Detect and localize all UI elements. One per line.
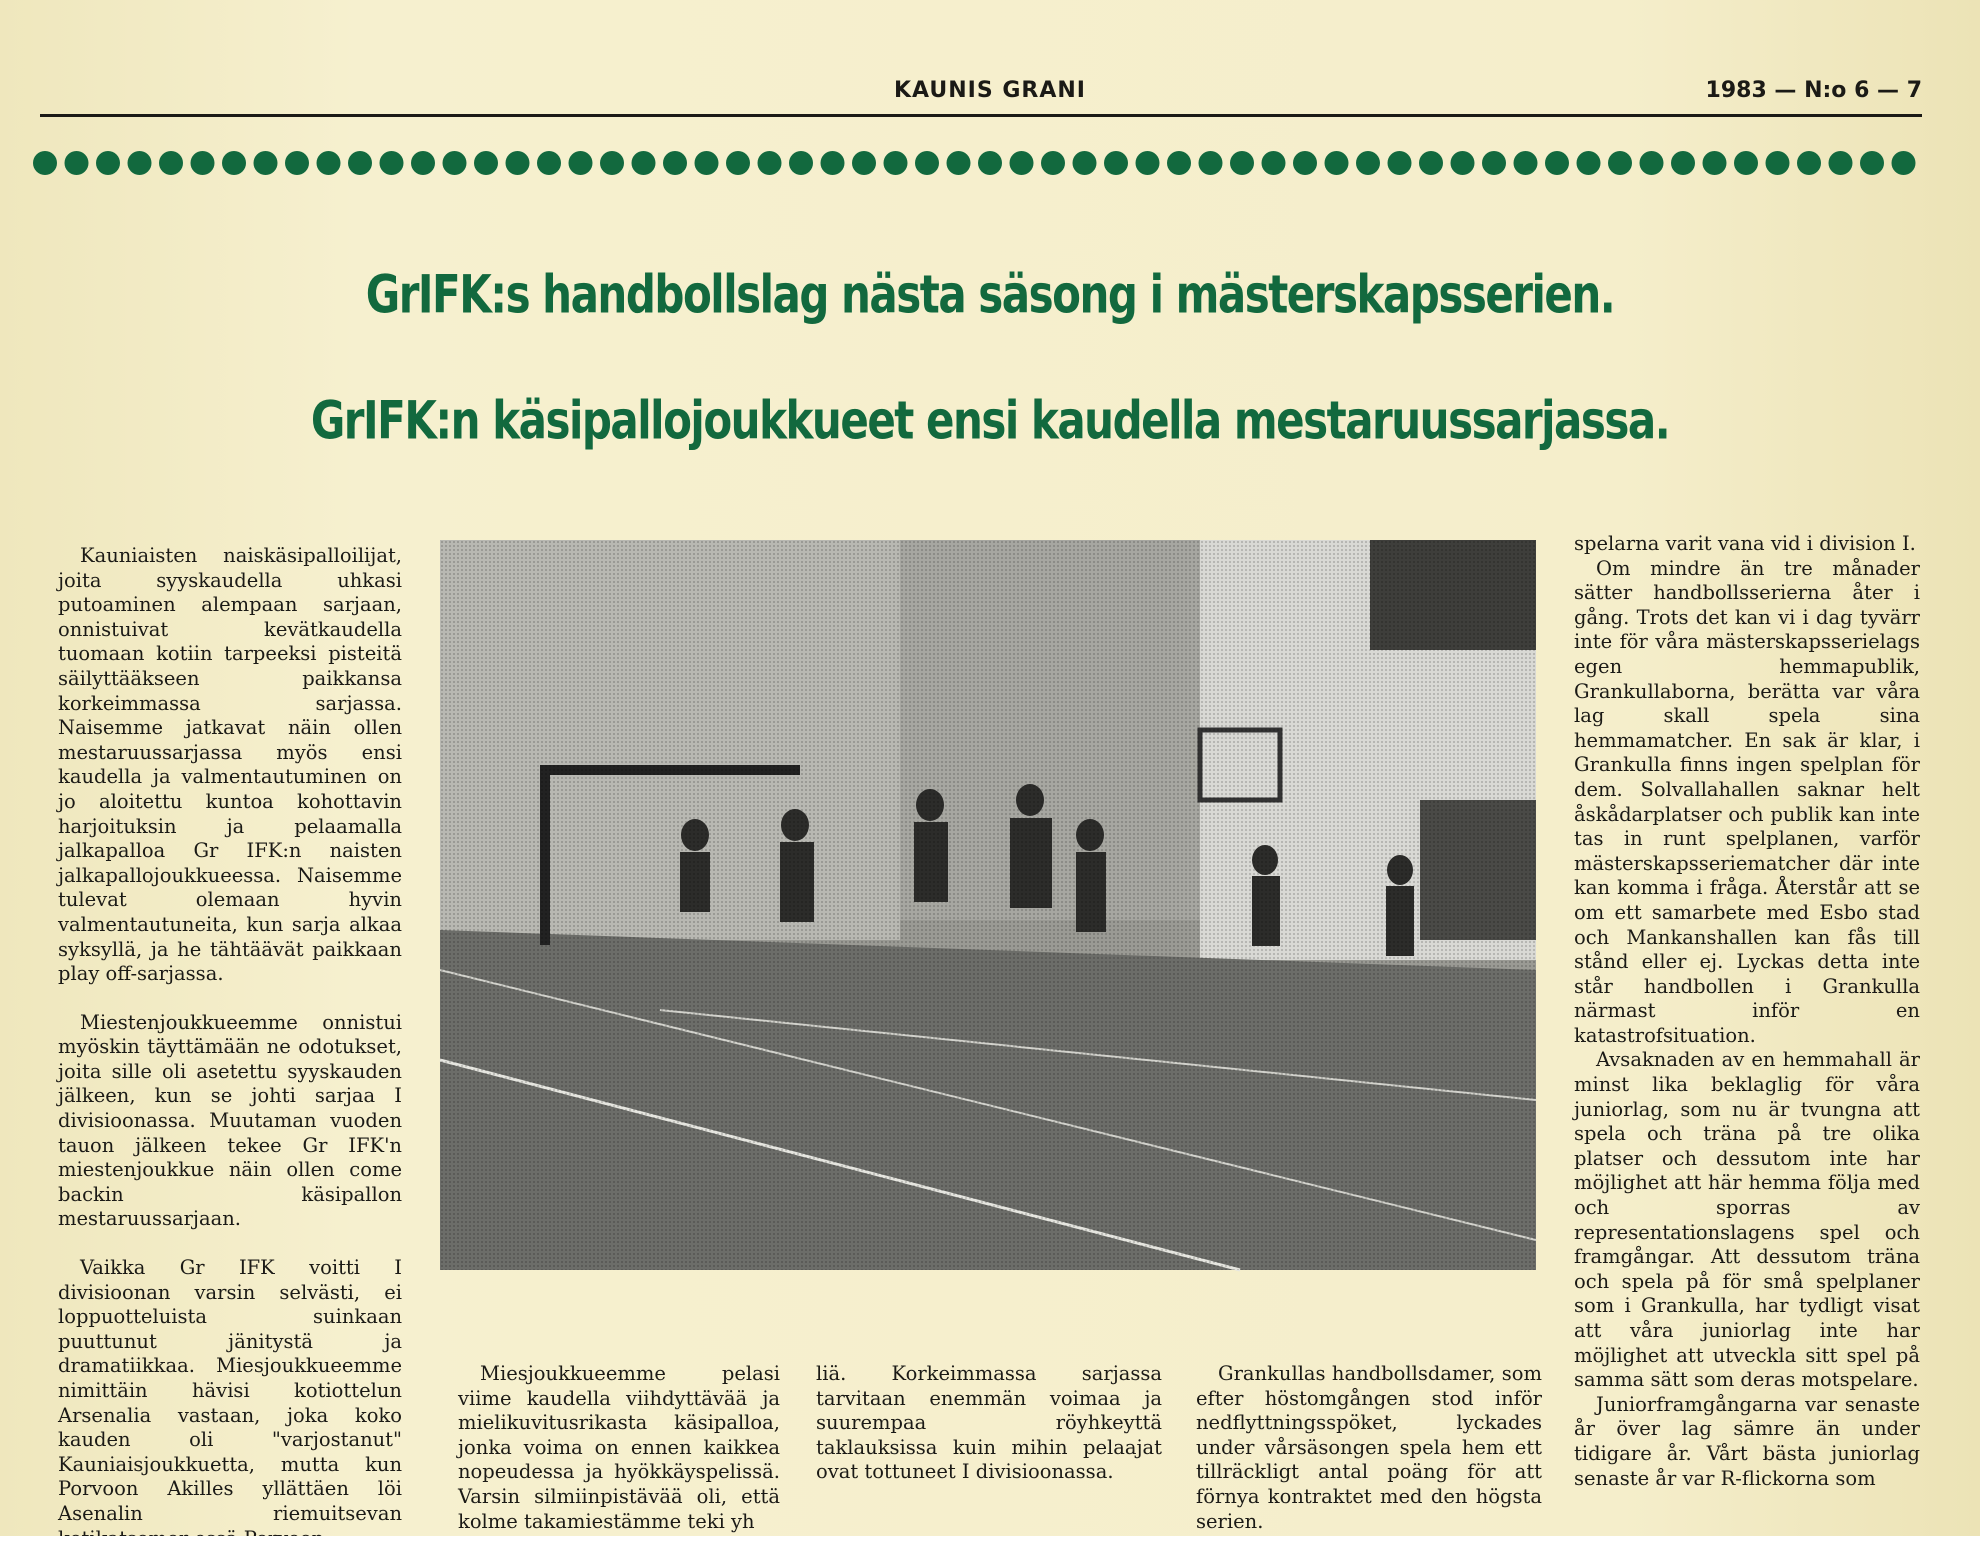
paragraph: Vaikka Gr IFK voitti I divisioonan varsin selvästi, ei loppuotteluista suinkaan puuttunut jänitystä ja dramatiikkaa. Miesjoukkueemme nimittäin hävisi kotiottelun Arsenalia vastaan, joka koko kauden oli "varjostanut" Kauniaisjoukkuetta, mutta kun Porvoon Akilles yllättäen löi Asenalin riemuitsevan: [58, 1256, 402, 1525]
handball-match-photo: [440, 540, 1536, 1270]
headline-finnish: GrIFK:n käsipallojoukkueet ensi kaudella mestaruussarjassa.: [310, 389, 1670, 452]
green-dot-border: [30, 150, 1920, 176]
paragraph: Kauniaisten naiskäsipalloilijat, joita syyskaudella uhkasi putoaminen alempaan sarjaan, onnistuivat kevätkaudella tuomaan kotiin tarpeeksi pisteitä säilyttääkseen paikkansa korkeimmassa sarjassa. Naisemme jatkavat näin ollen mestaruussarjassa myös ensi kaudella ja valmentautuminen on jo aloitettu kuntoa kohottavin harjoituksin ja pelaamalla jalkapalloa Gr IFK:n naisten jalkapallojoukkueessa. Naisemme tulevat olemaan hyvin valmentautuneita, kun sarja alkaa syksyllä, ja he tähtäävät paikkaan play off-sarjassa.: [58, 544, 402, 986]
article-column-3: [816, 1362, 1162, 1536]
bleed-through-text: [40, 210, 740, 250]
paragraph: Juniorframgångarna var senaste år över lag sämre än under tidigare år. Vårt bästa juniorlag senaste år var R-flickorna som: [1574, 1392, 1920, 1490]
article-column-2: [458, 1362, 780, 1536]
paragraph: Miesjoukkueemme pelasi viime kaudella viihdyttävää ja mielikuvitusrikasta käsipalloa, jonka voima on ennen kaikkea nopeudessa ja hyökkäyspelissä. Varsin silmiinpistävää oli, että kolme takamiestämme teki yh: [458, 1362, 780, 1533]
publication-name: KAUNIS GRANI: [894, 78, 1086, 103]
article-column-5: [1574, 532, 1920, 1536]
paragraph: Miestenjoukkueemme onnistui myöskin täyttämään ne odotukset, joita sille oli asetettu syyskauden jälkeen, kun se johti sarjaa I divisioonassa. Muutaman vuoden tauon jälkeen tekee Gr IFK'n miestenjoukkue näin ollen come backin käsipallon mestaruussarjaan.: [58, 1010, 402, 1231]
paragraph: spelarna varit vana vid i division I.: [1574, 532, 1916, 555]
headline-swedish: GrIFK:s handbollslag nästa säsong i mästerskapsserien.: [365, 263, 1615, 326]
header-rule: [40, 114, 1922, 117]
paragraph: Om mindre än tre månader sätter handbollsserierna åter i gång. Trots det kan vi i dag tyvärr inte för våra mästerskapsserielags egen hemmapublik, Grankullaborna, berätta var våra lag skall spela sina hemmamatcher. En sak är klar, i Grankulla finns ingen spelplan för dem. Solvallahallen saknar helt åskådarplatser och publik kan inte tas in runt spelplanen, varför mästerskapsseriematcher där inte kan komma i fråga. Återstår att se om ett samarbete med Esbo stad och Mankanshallen kan fås till stånd eller ej. Lyckas detta inte står handbollen i Grankulla närmast inför en katastrofsituation.: [1574, 556, 1920, 1047]
paragraph: Grankullas handbollsdamer, som efter höstomgången stod inför nedflyttningsspöket, lyckades under vårsäsongen spela hem ett tillräckligt antal poäng för att förnya kontraktet med den högsta serien.: [1196, 1362, 1542, 1533]
article-column-4: [1196, 1362, 1542, 1536]
article-column-1: [58, 544, 402, 1534]
scan-bottom-margin: [0, 1536, 1980, 1554]
issue-number: 1983 — N:o 6 — 7: [1705, 78, 1922, 103]
paragraph: Avsaknaden av en hemmahall är minst lika beklaglig för våra juniorlag, som nu är tvungna att spela och träna på tre olika platser och dessutom inte har möjlighet att här hemma följa med och sporras av representationslagens spel och framgångar. Att dessutom träna och spela på för små spelplaner som i Grankulla, har tydligt visat att våra juniorlag inte har möjlighet att utveckla sitt spel på samma sätt som deras motspelare.: [1574, 1048, 1920, 1392]
paragraph: liä. Korkeimmassa sarjassa tarvitaan enemmän voimaa ja suurempaa röyhkeyttä taklauksissa kuin mihin pelaajat ovat tottuneet I divisioonassa.: [816, 1362, 1162, 1484]
